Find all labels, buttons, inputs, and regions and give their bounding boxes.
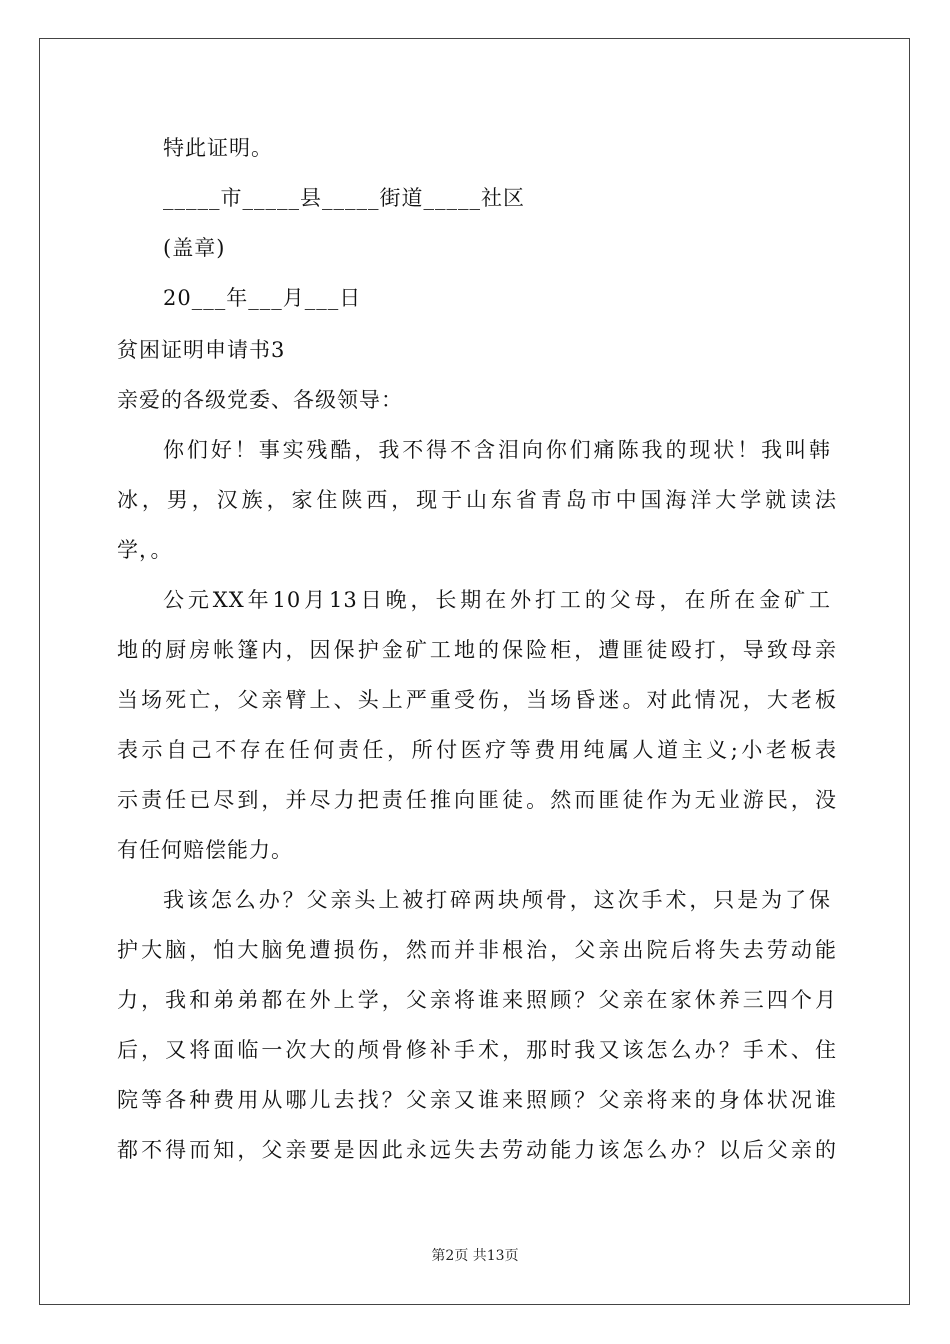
paragraph-line: 表示自己不存在任何责任，所付医疗等费用纯属人道主义;小老板表 [117,738,837,762]
salutation: 亲爱的各级党委、各级领导： [117,388,403,412]
paragraph-line: 我该怎么办？父亲头上被打碎两块颅骨，这次手术，只是为了保 [163,888,831,912]
paragraph-line: 公元XX年10月13日晚，长期在外打工的父母，在所在金矿工 [163,588,831,612]
paragraph-line: 地的厨房帐篷内，因保护金矿工地的保险柜，遭匪徒殴打，导致母亲 [117,638,837,662]
paragraph-line: 护大脑，怕大脑免遭损伤，然而并非根治，父亲出院后将失去劳动能 [117,938,837,962]
seal-note: (盖章) [163,236,226,260]
paragraph-line: 都不得而知，父亲要是因此永远失去劳动能力该怎么办？以后父亲的 [117,1138,837,1162]
paragraph-line: 当场死亡，父亲臂上、头上严重受伤，当场昏迷。对此情况，大老板 [117,688,837,712]
date-fill-line: 20___年___月___日 [163,286,362,310]
page-number: 第2页 共13页 [431,1248,519,1264]
paragraph-line: 有任何赔偿能力。 [117,838,293,862]
paragraph-line: 院等各种费用从哪儿去找？父亲又谁来照顾？父亲将来的身体状况谁 [117,1088,837,1112]
paragraph-line: 冰，男，汉族，家住陕西，现于山东省青岛市中国海洋大学就读法 [117,488,837,512]
closing-statement: 特此证明。 [163,136,273,160]
location-fill-line: _____市_____县_____街道_____社区 [163,186,525,210]
paragraph-line: 你们好！事实残酷，我不得不含泪向你们痛陈我的现状！我叫韩 [163,438,831,462]
paragraph-line: 示责任已尽到，并尽力把责任推向匪徒。然而匪徒作为无业游民，没 [117,788,837,812]
section-title: 贫困证明申请书3 [117,338,286,362]
paragraph-line: 力，我和弟弟都在外上学，父亲将谁来照顾？父亲在家休养三四个月 [117,988,837,1012]
paragraph-line: 学，。 [117,538,173,562]
paragraph-line: 后，又将面临一次大的颅骨修补手术，那时我又该怎么办？手术、住 [117,1038,837,1062]
